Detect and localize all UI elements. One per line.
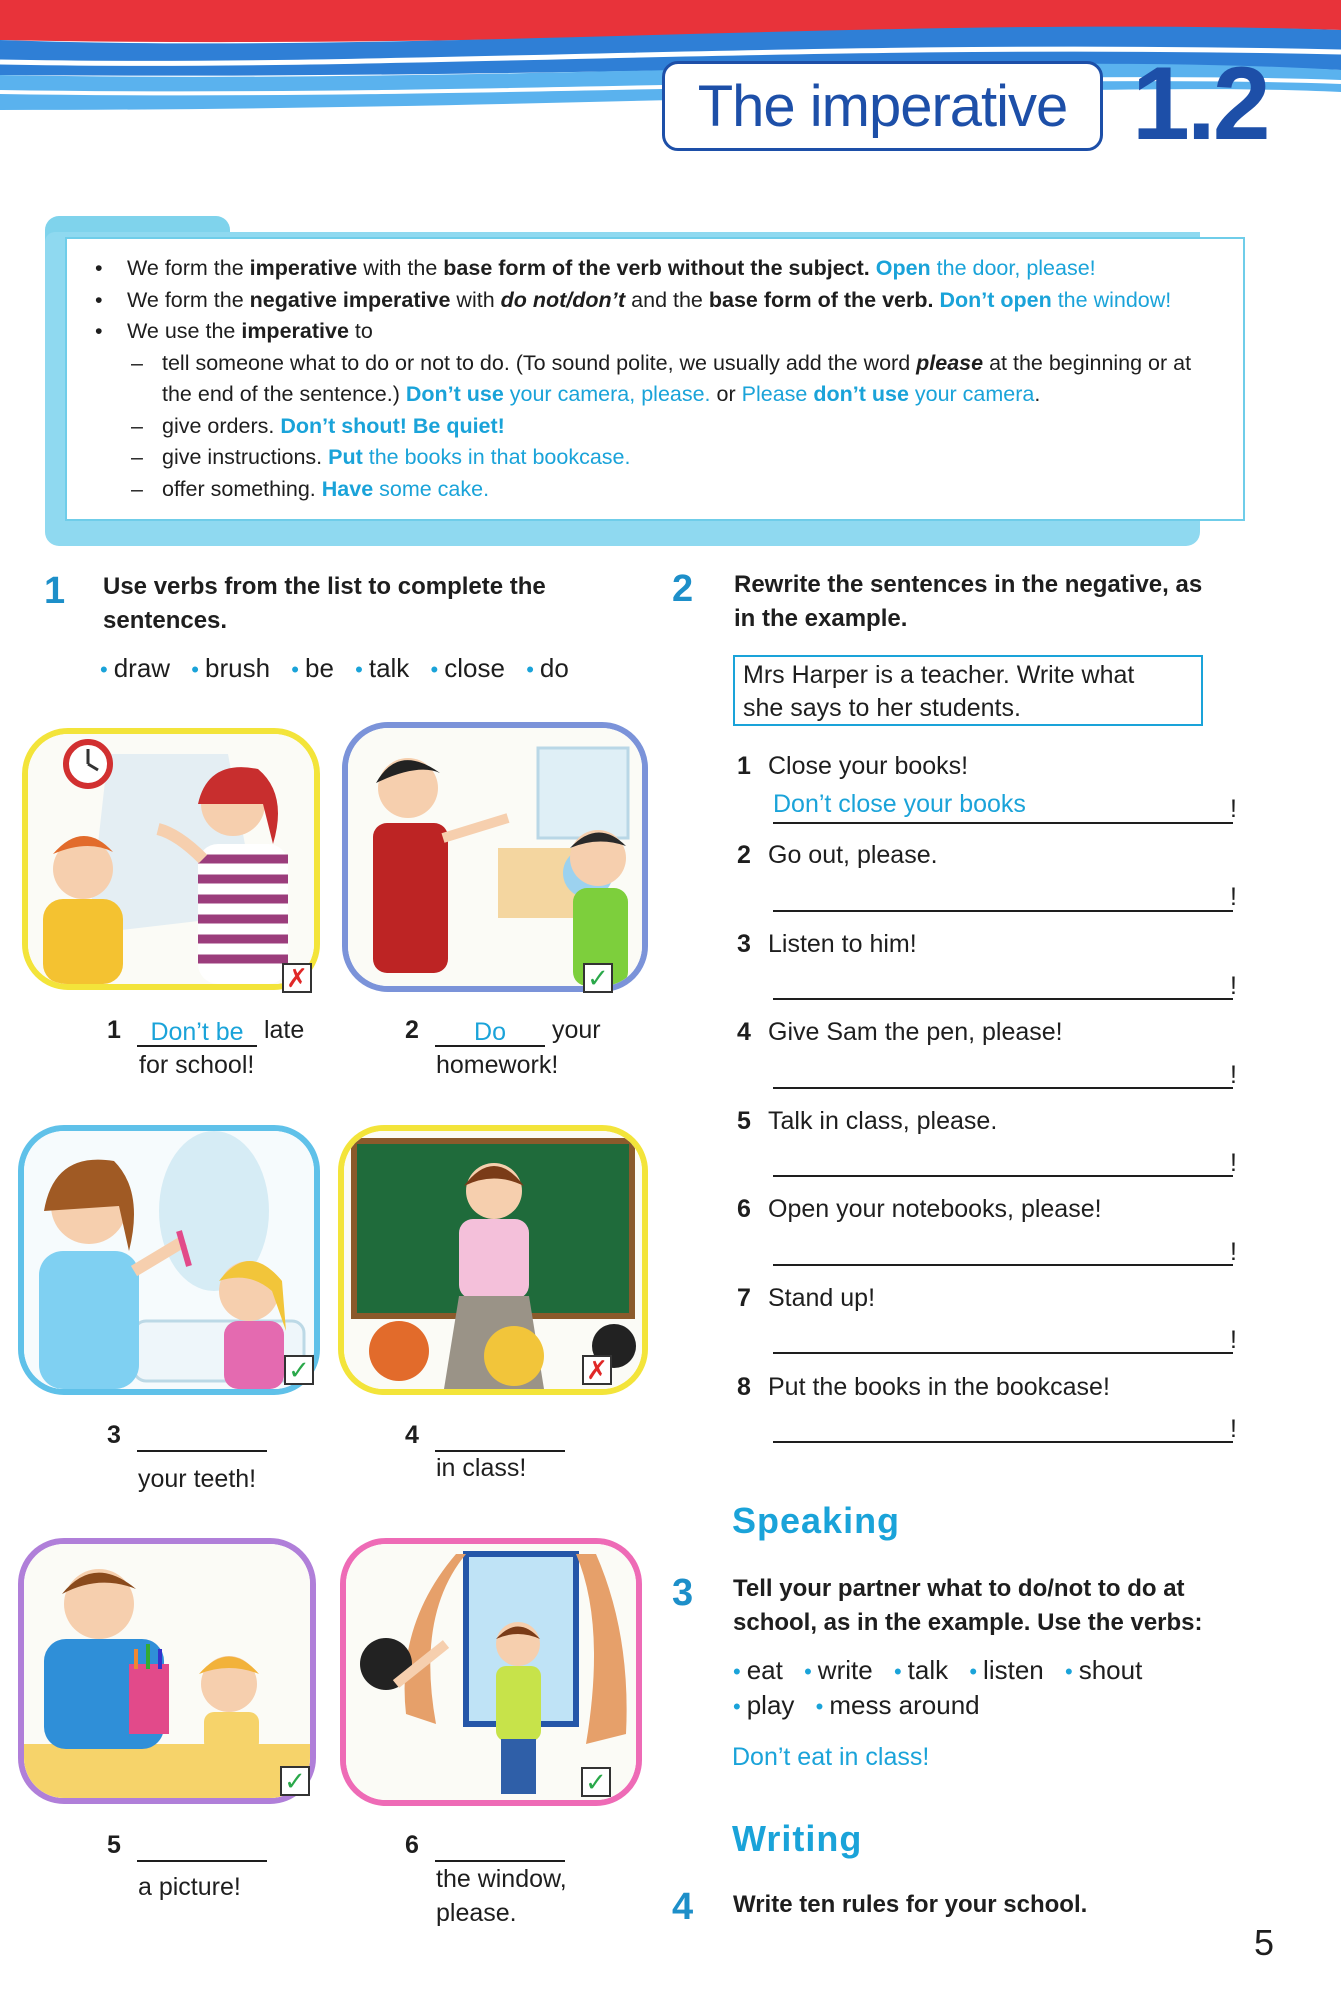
grammar-rule-2: • We form the negative imperative with do not/don’t and the base form of the verb. Don’t open the window! — [95, 287, 1172, 312]
exercise-1-item-4: 4 — [405, 1418, 565, 1452]
grammar-use-3: – give instructions. Put the books in that bookcase. — [131, 445, 631, 469]
homework-illustration — [348, 728, 642, 986]
exclamation: ! — [1230, 1415, 1237, 1443]
exercise-1-item-2-line2: homework! — [436, 1051, 559, 1079]
page-title: The imperative — [662, 61, 1103, 151]
exercise-1-item-3: 3 — [107, 1418, 267, 1452]
exercise-1-item-4-line2: in class! — [436, 1454, 527, 1482]
writing-heading: Writing — [732, 1818, 863, 1859]
exercise-1-item-1: 1 Don’t be late — [107, 1016, 305, 1046]
check-mark: ✓ — [280, 1766, 310, 1796]
exercise-2-item-5: 5 Talk in class, please. — [737, 1107, 998, 1135]
exercise-2-answer-3[interactable] — [773, 966, 1233, 1000]
grammar-use-1-cont: the end of the sentence.) Don’t use your camera, please. or Please don’t use your camera. — [162, 382, 1041, 406]
exercise-2-item-3: 3 Listen to him! — [737, 930, 917, 958]
speaking-heading: Speaking — [732, 1500, 901, 1541]
check-mark: ✓ — [583, 963, 613, 993]
exercise-1-item-5-line2: a picture! — [138, 1873, 241, 1901]
exclamation: ! — [1230, 972, 1237, 1000]
check-mark: ✓ — [284, 1355, 314, 1385]
exclamation: ! — [1230, 883, 1237, 911]
answer-blank[interactable] — [137, 1420, 267, 1452]
exclamation: ! — [1230, 1061, 1237, 1089]
cross-mark: ✗ — [282, 963, 312, 993]
brush-teeth-illustration — [24, 1131, 314, 1389]
exercise-1-number: 1 — [44, 570, 66, 612]
late-for-school-illustration — [28, 734, 314, 984]
exercise-3-number: 3 — [672, 1572, 694, 1614]
answer-blank[interactable] — [435, 1830, 565, 1862]
close-window-illustration — [346, 1544, 636, 1800]
answer-blank[interactable] — [435, 1420, 565, 1452]
answer-blank[interactable]: Do — [435, 1015, 545, 1047]
illustration-3 — [18, 1125, 320, 1395]
grammar-use-1: – tell someone what to do or not to do. (To sound polite, we usually add the word please at the beginning or at — [131, 350, 1192, 375]
illustration-6 — [340, 1538, 642, 1806]
word-item: listen — [983, 1655, 1044, 1685]
word-item: talk — [368, 653, 410, 683]
exercise-2-context-box: Mrs Harper is a teacher. Write what she says to her students. — [733, 655, 1203, 726]
exercise-1-item-1-line2: for school! — [139, 1051, 255, 1079]
page-number: 5 — [1254, 1922, 1275, 1963]
answer-blank[interactable]: Don’t be — [137, 1015, 257, 1047]
exercise-3-word-list-row-2: • play • mess around — [733, 1690, 980, 1720]
illustration-5 — [18, 1538, 316, 1804]
exclamation: ! — [1230, 1238, 1237, 1266]
exclamation: ! — [1230, 1326, 1237, 1354]
exercise-2-item-7: 7 Stand up! — [737, 1284, 876, 1312]
grammar-use-2: – give orders. Don’t shout! Be quiet! — [131, 413, 505, 438]
speaking-example: Don’t eat in class! — [732, 1743, 930, 1771]
exercise-2-number: 2 — [672, 568, 694, 610]
quiet-in-class-illustration — [344, 1131, 642, 1389]
word-item: close — [444, 653, 505, 683]
exercise-2-item-8: 8 Put the books in the bookcase! — [737, 1373, 1110, 1401]
exercise-2-item-4: 4 Give Sam the pen, please! — [737, 1018, 1063, 1046]
exercise-1-item-6-line2: the window, — [436, 1865, 567, 1893]
word-item: do — [539, 653, 569, 683]
exercise-1-word-list: • draw • brush • be • talk • close • do — [100, 653, 569, 683]
cross-mark: ✗ — [582, 1355, 612, 1385]
word-item: be — [304, 653, 334, 683]
exercise-2-item-6: 6 Open your notebooks, please! — [737, 1195, 1102, 1223]
exercise-1-item-6: 6 — [405, 1828, 565, 1862]
exercise-3-instruction: Tell your partner what to do/not to do at school, as in the example. Use the verbs: — [733, 1575, 1203, 1636]
answer-blank[interactable] — [137, 1830, 267, 1862]
grammar-rule-1: • We form the imperative with the base form of the verb without the subject. Open the door, please! — [95, 256, 1096, 280]
word-item: talk — [907, 1655, 949, 1685]
word-item: play — [746, 1690, 795, 1720]
exercise-2-answer-5[interactable] — [773, 1143, 1233, 1177]
exercise-1-item-3-line2: your teeth! — [138, 1465, 257, 1493]
word-item: draw — [113, 653, 171, 683]
grammar-rule-3: • We use the imperative to — [95, 319, 373, 343]
exercise-1-item-6-line3: please. — [436, 1899, 517, 1927]
exercise-1-item-5: 5 — [107, 1828, 267, 1862]
exclamation: ! — [1230, 1149, 1237, 1177]
word-item: mess around — [829, 1690, 980, 1720]
word-item: write — [817, 1655, 873, 1685]
unit-number: 1.2 — [1132, 46, 1268, 162]
exercise-2-item-1: 1 Close your books! — [737, 752, 969, 780]
word-item: brush — [205, 653, 271, 683]
exercise-2-answer-2[interactable] — [773, 878, 1233, 912]
grammar-rules — [65, 237, 1245, 521]
exercise-2-item-2: 2 Go out, please. — [737, 841, 938, 869]
exercise-3-word-list-row-1: • eat • write • talk • listen • shout — [733, 1655, 1143, 1685]
exercise-4-number: 4 — [672, 1886, 694, 1928]
draw-picture-illustration — [24, 1544, 310, 1798]
check-mark: ✓ — [581, 1767, 611, 1797]
grammar-box — [45, 216, 1245, 546]
exercise-2-answer-1[interactable]: Don’t close your books — [773, 790, 1233, 824]
word-item: shout — [1078, 1655, 1143, 1685]
illustration-2 — [342, 722, 648, 992]
exercise-2-answer-7[interactable] — [773, 1320, 1233, 1354]
exercise-2-instruction: Rewrite the sentences in the negative, as in the example. — [734, 571, 1203, 632]
word-item: eat — [746, 1655, 783, 1685]
illustration-1 — [22, 728, 320, 990]
grammar-use-4: – offer something. Have some cake. — [131, 476, 490, 501]
exercise-2-answer-8[interactable] — [773, 1409, 1233, 1443]
exclamation: ! — [1230, 795, 1237, 823]
exercise-2-answer-4[interactable] — [773, 1055, 1233, 1089]
exercise-2-answer-6[interactable] — [773, 1232, 1233, 1266]
exercise-1-instruction: Use verbs from the list to complete the sentences. — [103, 573, 546, 634]
exercise-1-item-2: 2 Do your — [405, 1016, 601, 1046]
exercise-4-instruction: Write ten rules for your school. — [733, 1891, 1088, 1918]
